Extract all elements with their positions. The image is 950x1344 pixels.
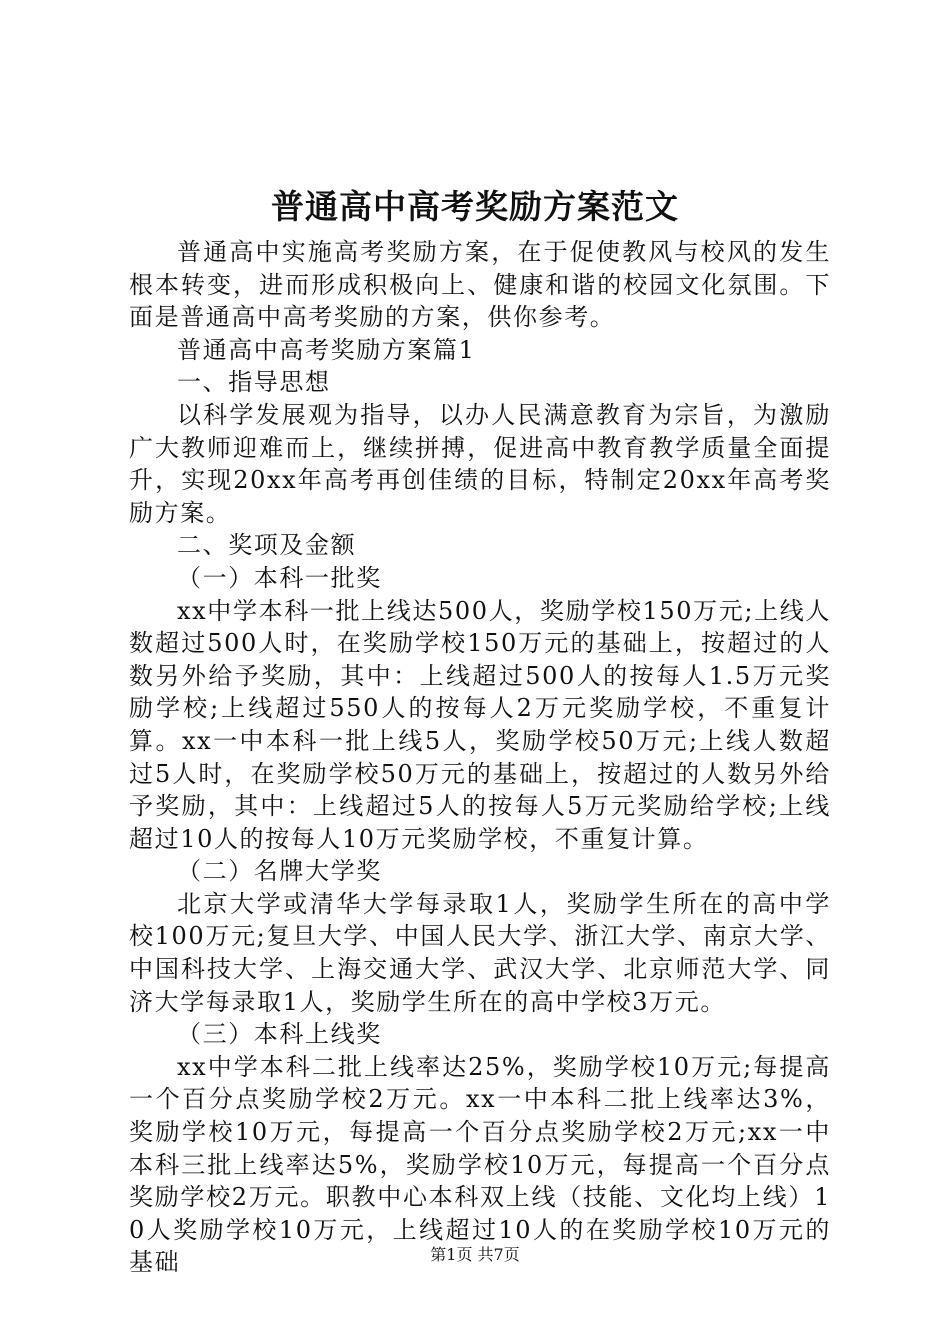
document-body	[129, 236, 831, 1279]
paragraph-undergraduate-line-award: xx中学本科二批上线率达25%，奖励学校10万元;每提高一个百分点奖励学校2万元。xx一中本科二批上线率达3%，奖励学校10万元，每提高一个百分点奖励学校2万元;xx一中本科三批上线率达5%，奖励学校10万元，每提高一个百分点奖励学校2万元。职教中心本科双上线（技能、文化均上线）10人奖励学校10万元，上线超过10人的在奖励学校10万元的基础	[129, 1052, 831, 1277]
page-footer: 第1页 共7页	[430, 1245, 520, 1264]
paragraph-first-batch-award: xx中学本科一批上线达500人，奖励学校150万元;上线人数超过500人时，在奖励学校150万元的基础上，按超过的人数另外给予奖励，其中：上线超过500人的按每人1.5万元奖励学校;上线超过550人的按每人2万元奖励学校，不重复计算。xx一中本科一批上线5人，奖励学校50万元;上线人数超过5人时，在奖励学校50万元的基础上，按超过的人数另外给予奖励，其中：上线超过5人的按每人5万元奖励给学校;上线超过10人的按每人10万元奖励学校，不重复计算。	[129, 596, 831, 853]
heading-undergraduate-line-award: （三）本科上线奖	[177, 1020, 382, 1049]
heading-famous-university-award: （二）名牌大学奖	[177, 857, 382, 886]
paragraph-famous-university-award: 北京大学或清华大学每录取1人，奖励学生所在的高中学校100万元;复旦大学、中国人民大学、浙江大学、南京大学、中国科技大学、上海交通大学、武汉大学、北京师范大学、同济大学每录取1人，奖励学生所在的高中学校3万元。	[129, 889, 831, 1016]
document-title: 普通高中高考奖励方案范文	[271, 187, 679, 226]
heading-first-batch-award: （一）本科一批奖	[177, 563, 382, 592]
paragraph-section-heading: 普通高中高考奖励方案篇1	[177, 335, 476, 364]
paragraph-guiding-thought: 以科学发展观为指导，以办人民满意教育为宗旨，为激励广大教师迎难而上，继续拼搏，促进高中教育教学质量全面提升，实现20xx年高考再创佳绩的目标，特制定20xx年高考奖励方案。	[129, 400, 831, 527]
paragraph-intro: 普通高中实施高考奖励方案，在于促使教风与校风的发生根本转变，进而形成积极向上、健康和谐的校园文化氛围。下面是普通高中高考奖励的方案，供你参考。	[129, 238, 831, 332]
heading-guiding-thought: 一、指导思想	[177, 368, 331, 397]
heading-awards-amounts: 二、奖项及金额	[177, 531, 357, 560]
